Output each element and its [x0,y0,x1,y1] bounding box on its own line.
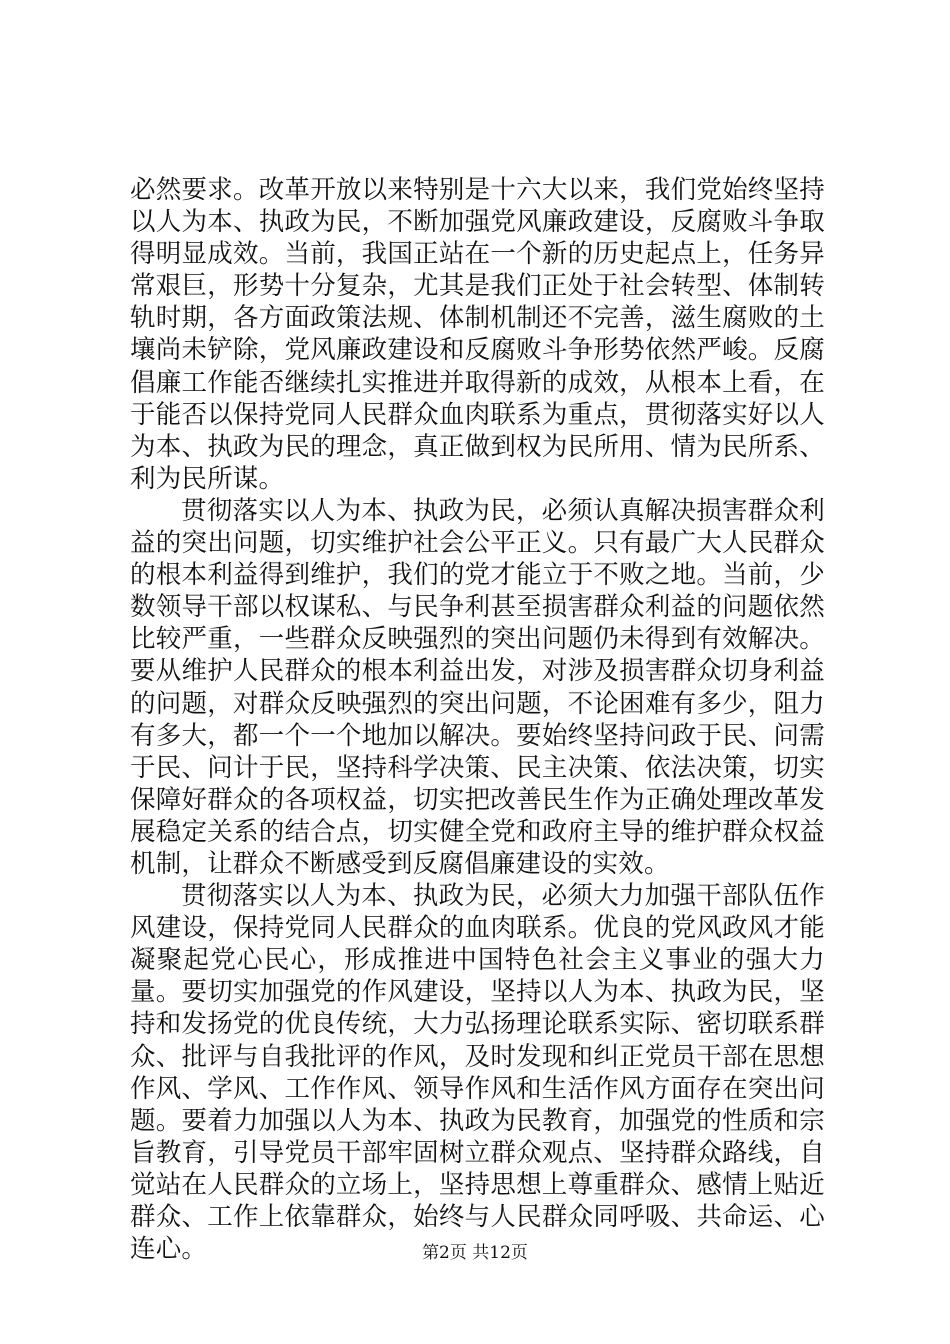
paragraph-3: 贯彻落实以人为本、执政为民，必须大力加强干部队伍作风建设，保持党同人民群众的血肉联系。优良的党风政风才能凝聚起党心民心，形成推进中国特色社会主义事业的强大力量。要切实加强党的作风建设，坚持以人为本、执政为民，坚持和发扬党的优良传统，大力弘扬理论联系实际、密切联系群众、批评与自我批评的作风，及时发现和纠正党员干部在思想作风、学风、工作作风、领导作风和生活作风方面存在突出问题。要着力加强以人为本、执政为民教育，加强党的性质和宗旨教育，引导党员干部牢固树立群众观点、坚持群众路线，自觉站在人民群众的立场上，坚持思想上尊重群众、感情上贴近群众、工作上依靠群众，始终与人民群众同呼吸、共命运、心连心。 [130,881,825,1265]
paragraph-1: 必然要求。改革开放以来特别是十六大以来，我们党始终坚持以人为本、执政为民，不断加强党风廉政建设，反腐败斗争取得明显成效。当前，我国正站在一个新的历史起点上，任务异常艰巨，形势十分复杂，尤其是我们正处于社会转型、体制转轨时期，各方面政策法规、体制机制还不完善，滋生腐败的土壤尚未铲除，党风廉政建设和反腐败斗争形势依然严峻。反腐倡廉工作能否继续扎实推进并取得新的成效，从根本上看，在于能否以保持党同人民群众血肉联系为重点，贯彻落实好以人为本、执政为民的理念，真正做到权为民所用、情为民所系、利为民所谋。 [130,175,825,494]
document-body [130,174,825,1265]
page-number-footer: 第2页 共12页 [422,1243,528,1263]
paragraph-2: 贯彻落实以人为本、执政为民，必须认真解决损害群众利益的突出问题，切实维护社会公平正义。只有最广大人民群众的根本利益得到维护，我们的党才能立于不败之地。当前，少数领导干部以权谋私、与民争利甚至损害群众利益的问题依然比较严重，一些群众反映强烈的突出问题仍未得到有效解决。要从维护人民群众的根本利益出发，对涉及损害群众切身利益的问题，对群众反映强烈的突出问题，不论困难有多少，阻力有多大，都一个一个地加以解决。要始终坚持问政于民、问需于民、问计于民，坚持科学决策、民主决策、依法决策，切实保障好群众的各项权益，切实把改善民生作为正确处理改革发展稳定关系的结合点，切实健全党和政府主导的维护群众权益机制，让群众不断感受到反腐倡廉建设的实效。 [130,495,825,879]
